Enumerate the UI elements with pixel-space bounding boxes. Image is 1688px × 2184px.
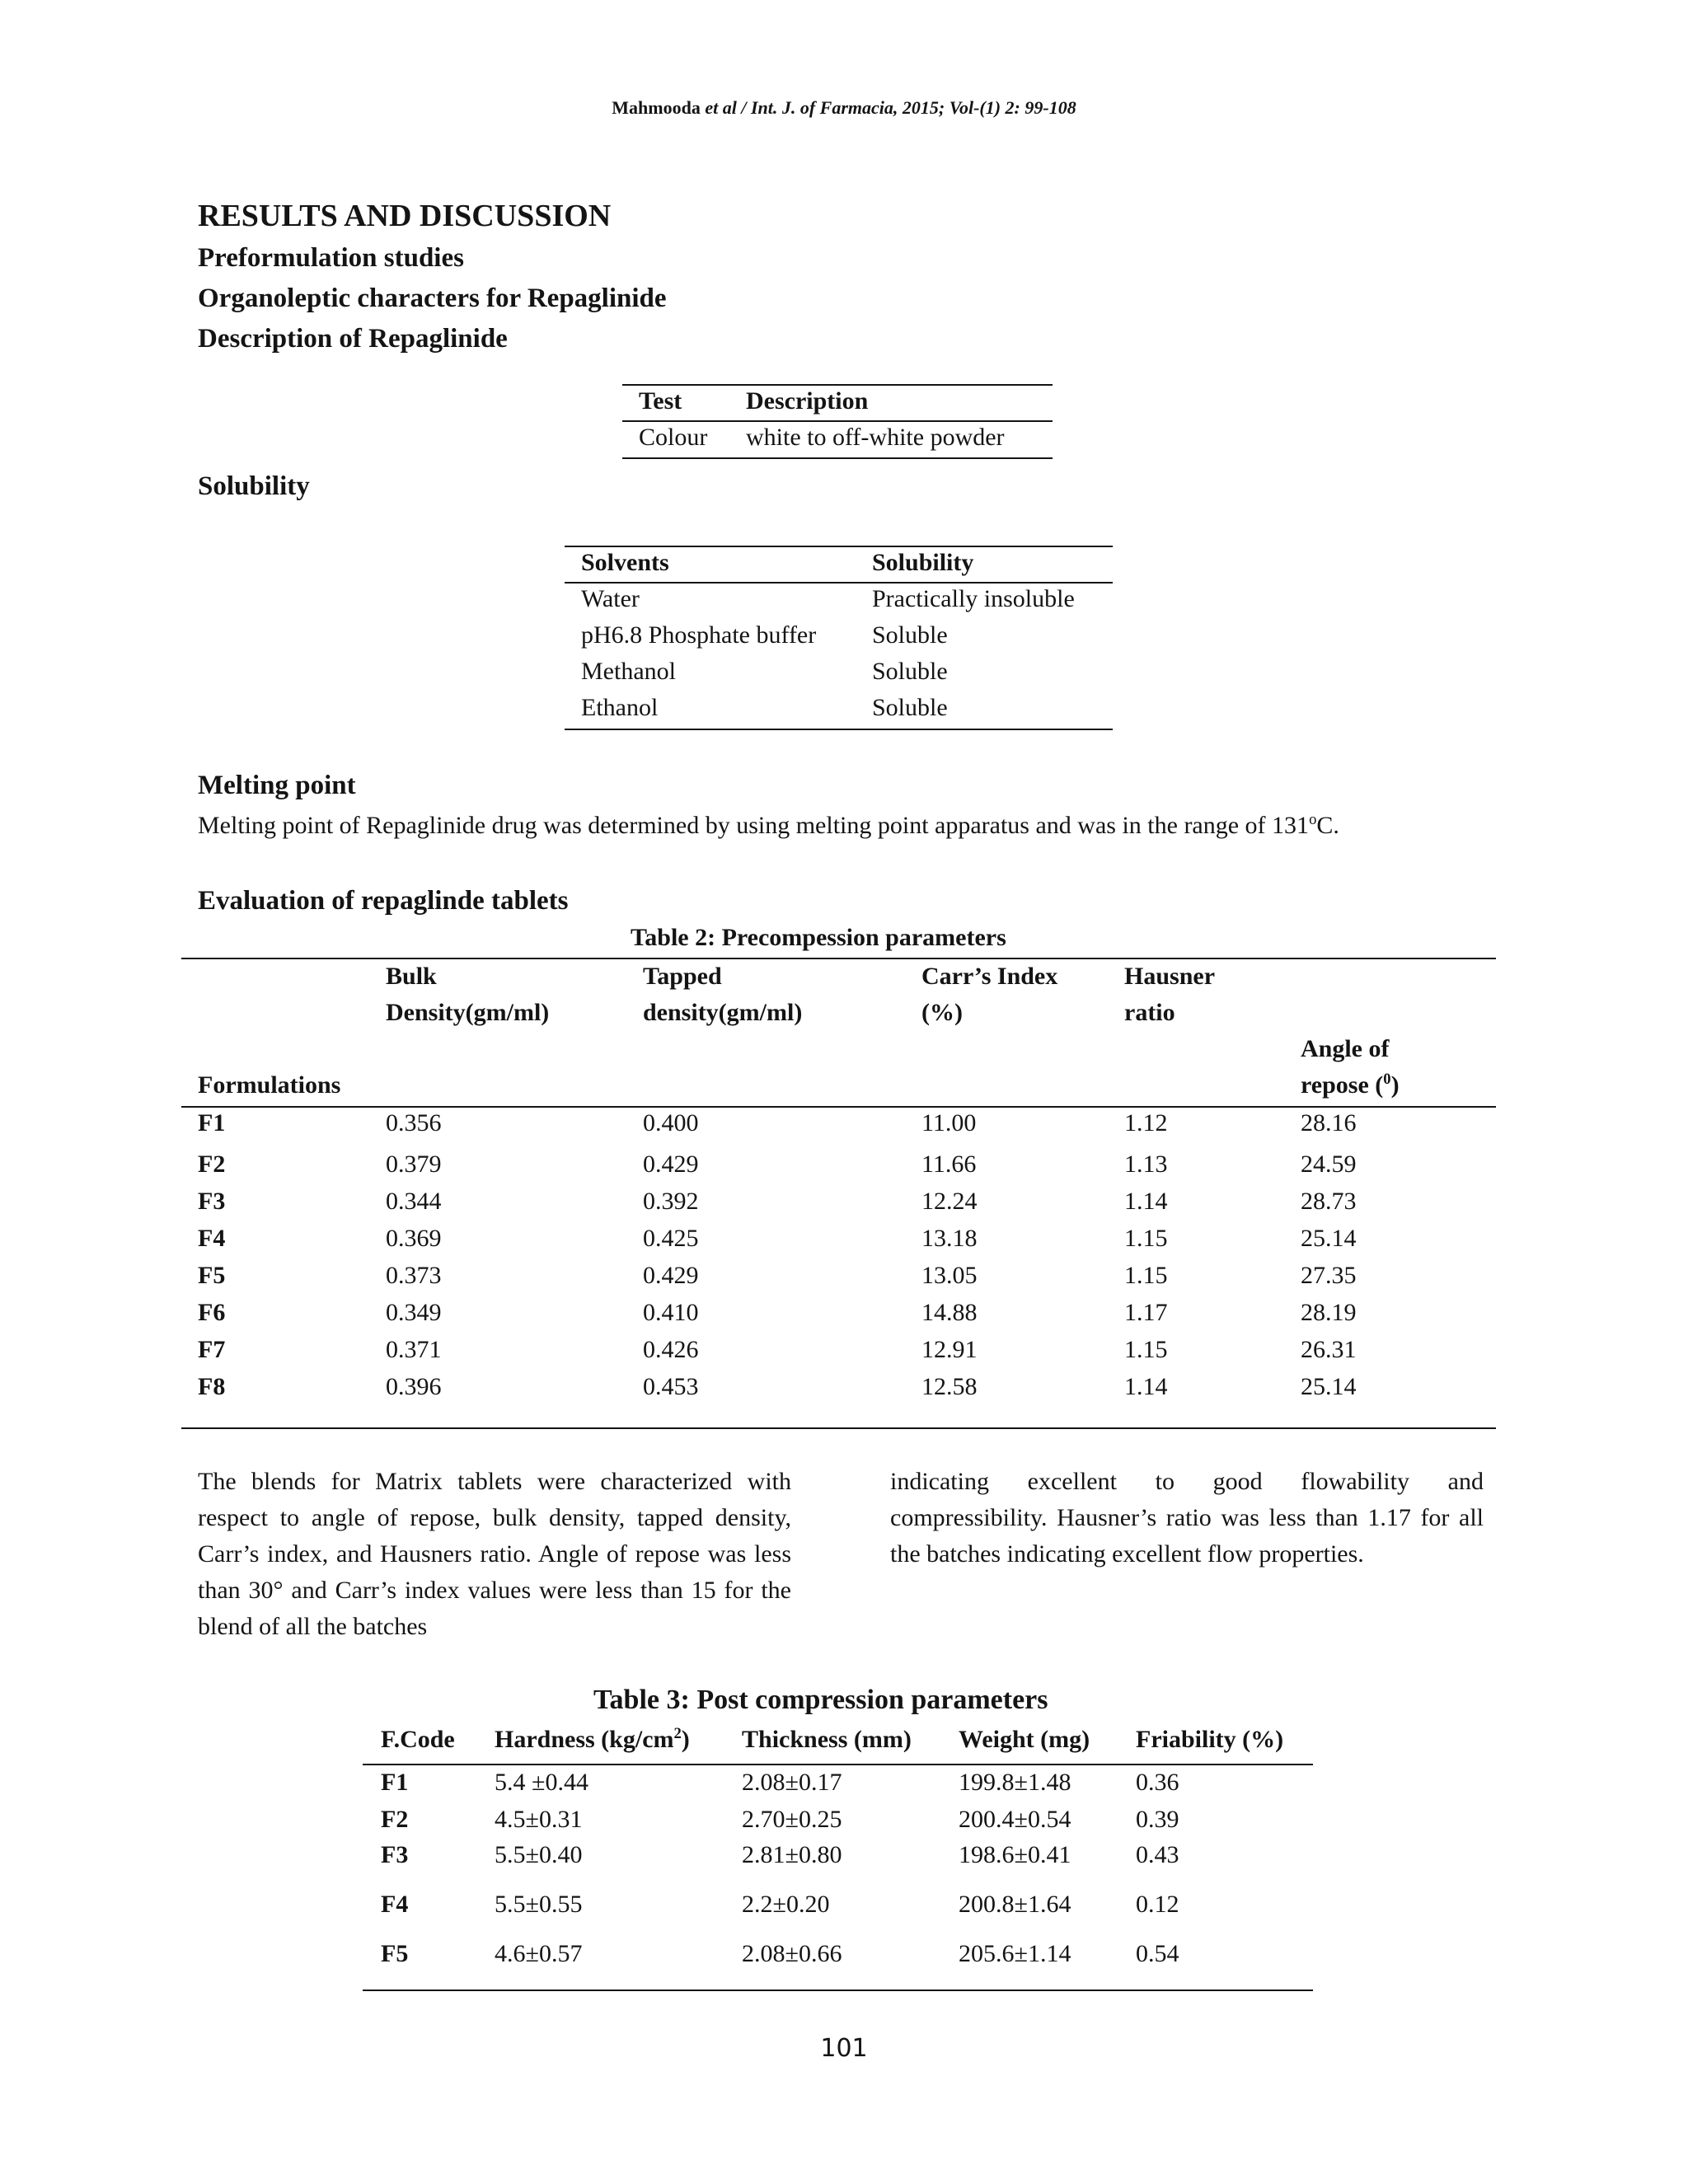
table-3-cell-weight: 199.8±1.48: [959, 1769, 1071, 1796]
table-rule: [622, 457, 1053, 459]
running-head: [0, 97, 1688, 119]
table-2-cell-hausner: 1.13: [1124, 1151, 1168, 1178]
table-2-cell-formulation: F4: [198, 1225, 226, 1252]
squared-superscript: 2: [673, 1725, 682, 1742]
running-head-journal: / Int. J. of Farmacia, 2015; Vol-(1) 2: 99-108: [741, 97, 1076, 118]
paragraph-right-column: indicating excellent to good flowability and compressibility. Hausner’s ratio was less than 1.17 for all the batches indicating excellent flow properties.: [890, 1468, 1484, 1568]
table-rule: [565, 729, 1113, 730]
table-rule: [181, 958, 1496, 959]
table-3-cell-weight: 200.4±0.54: [959, 1806, 1071, 1833]
table-2-header-tapped: Tapped: [643, 963, 722, 990]
table-2-cell-formulation: F5: [198, 1262, 226, 1289]
table-3-header-hardness-close: ): [681, 1726, 690, 1753]
table-3-cell-hardness: 5.5±0.55: [495, 1891, 583, 1918]
description-header-test: Test: [639, 387, 682, 415]
solubility-cell-solvent: Methanol: [581, 658, 676, 685]
table-2-cell-carr: 11.66: [921, 1151, 977, 1178]
solubility-header-solubility: Solubility: [872, 549, 974, 576]
degree-superscript: 0: [1383, 1071, 1391, 1088]
table-rule: [565, 582, 1113, 583]
running-head-author: Mahmooda: [612, 97, 701, 118]
table-2-cell-tapped: 0.426: [643, 1336, 699, 1363]
melting-point-unit: C.: [1316, 812, 1339, 839]
table-3-cell-thickness: 2.2±0.20: [742, 1891, 830, 1918]
table-3-cell-hardness: 4.6±0.57: [495, 1940, 583, 1967]
table-2-cell-bulk: 0.379: [386, 1151, 442, 1178]
table-2-cell-hausner: 1.15: [1124, 1336, 1168, 1363]
description-header-description: Description: [746, 387, 869, 415]
table-3-caption: Table 3: Post compression parameters: [593, 1685, 1048, 1715]
table-2-header-formulations: Formulations: [198, 1071, 341, 1099]
solubility-cell-solvent: Ethanol: [581, 694, 659, 721]
table-3-cell-friability: 0.43: [1136, 1841, 1179, 1868]
table-2-cell-hausner: 1.12: [1124, 1109, 1168, 1137]
table-3-cell-thickness: 2.70±0.25: [742, 1806, 842, 1833]
table-3-cell-code: F5: [381, 1940, 409, 1967]
table-2-header-carr-unit: (%): [921, 999, 963, 1026]
table-2-caption: Table 2: Precompession parameters: [631, 924, 1006, 951]
table-2-cell-carr: 14.88: [921, 1299, 978, 1326]
table-2-header-bulk: Bulk: [386, 963, 437, 990]
table-3-header-friability: Friability (%): [1136, 1726, 1284, 1753]
table-rule: [181, 1106, 1496, 1108]
table-2-cell-hausner: 1.17: [1124, 1299, 1168, 1326]
table-3-header-thickness: Thickness (mm): [742, 1726, 912, 1753]
paragraph-left-column: The blends for Matrix tablets were characterized with respect to angle of repose, bulk density, tapped density, Carr’s index, and Hausners ratio. Angle of repose was less than 30° and Carr’s index values were less than 15 for the blend of all the batches: [198, 1468, 791, 1640]
melting-point-sentence: Melting point of Repaglinide drug was determined by using melting point apparatus and was in the range of 131: [198, 812, 1310, 839]
table-2-cell-bulk: 0.369: [386, 1225, 442, 1252]
table-3-cell-hardness: 5.5±0.40: [495, 1841, 583, 1868]
table-2-header-bulk-unit: Density(gm/ml): [386, 999, 550, 1026]
table-2-cell-bulk: 0.373: [386, 1262, 442, 1289]
table-2-header-repose-label: repose (: [1301, 1071, 1384, 1099]
table-2-cell-hausner: 1.15: [1124, 1262, 1168, 1289]
table-2-cell-angle: 26.31: [1301, 1336, 1357, 1363]
table-2-cell-angle: 25.14: [1301, 1225, 1357, 1252]
solubility-cell-solvent: pH6.8 Phosphate buffer: [581, 621, 817, 649]
table-2-cell-tapped: 0.453: [643, 1373, 699, 1400]
table-2-cell-carr: 12.58: [921, 1373, 978, 1400]
table-3-cell-thickness: 2.81±0.80: [742, 1841, 842, 1868]
table-2-header-repose: [1301, 1071, 1400, 1099]
table-3-cell-hardness: 4.5±0.31: [495, 1806, 583, 1833]
table-2-cell-carr: 13.05: [921, 1262, 978, 1289]
table-3-cell-thickness: 2.08±0.17: [742, 1769, 842, 1796]
melting-point-text: [198, 808, 1339, 844]
table-2-cell-formulation: F6: [198, 1299, 226, 1326]
table-3-cell-friability: 0.12: [1136, 1891, 1179, 1918]
table-2-header-tapped-unit: density(gm/ml): [643, 999, 803, 1026]
table-3-cell-thickness: 2.08±0.66: [742, 1940, 842, 1967]
table-3-header-weight: Weight (mg): [959, 1726, 1090, 1753]
table-3-cell-weight: 198.6±0.41: [959, 1841, 1071, 1868]
subheading-preformulation: Preformulation studies: [198, 243, 464, 273]
solubility-cell-solubility: Practically insoluble: [872, 585, 1075, 612]
solubility-cell-solubility: Soluble: [872, 658, 948, 685]
running-head-etal: et al: [705, 97, 737, 118]
table-2-cell-formulation: F1: [198, 1109, 226, 1137]
table-2-cell-tapped: 0.400: [643, 1109, 699, 1137]
solubility-header-solvents: Solvents: [581, 549, 669, 576]
table-2-cell-angle: 25.14: [1301, 1373, 1357, 1400]
table-rule: [565, 546, 1113, 547]
table-2-cell-formulation: F8: [198, 1373, 226, 1400]
degree-symbol: o: [1309, 811, 1317, 828]
table-rule: [181, 1427, 1496, 1429]
subheading-evaluation: Evaluation of repaglinde tablets: [198, 886, 569, 916]
table-3-cell-friability: 0.36: [1136, 1769, 1179, 1796]
table-2-cell-bulk: 0.349: [386, 1299, 442, 1326]
table-3-cell-code: F3: [381, 1841, 409, 1868]
section-heading-results: RESULTS AND DISCUSSION: [198, 199, 612, 233]
table-2-cell-angle: 24.59: [1301, 1151, 1357, 1178]
table-3-header-code: F.Code: [381, 1726, 455, 1753]
table-2-cell-formulation: F3: [198, 1188, 226, 1215]
table-2-cell-bulk: 0.396: [386, 1373, 442, 1400]
table-rule: [622, 420, 1053, 422]
table-2-cell-angle: 28.19: [1301, 1299, 1357, 1326]
table-2-cell-tapped: 0.429: [643, 1151, 699, 1178]
table-3-header-hardness: [495, 1726, 690, 1754]
table-3-header-hardness-label: Hardness (kg/cm: [495, 1726, 674, 1753]
table-2-cell-carr: 13.18: [921, 1225, 978, 1252]
solubility-cell-solubility: Soluble: [872, 694, 948, 721]
table-2-cell-angle: 28.73: [1301, 1188, 1357, 1215]
table-3-cell-friability: 0.39: [1136, 1806, 1179, 1833]
table-2-cell-tapped: 0.392: [643, 1188, 699, 1215]
table-2-cell-carr: 11.00: [921, 1109, 977, 1137]
table-2-cell-bulk: 0.371: [386, 1336, 442, 1363]
solubility-cell-solubility: Soluble: [872, 621, 948, 649]
table-3-cell-weight: 200.8±1.64: [959, 1891, 1071, 1918]
table-2-header-hausner-ratio: ratio: [1124, 999, 1175, 1026]
table-2-cell-angle: 28.16: [1301, 1109, 1357, 1137]
table-2-header-carr: Carr’s Index: [921, 963, 1058, 990]
table-3-cell-code: F4: [381, 1891, 409, 1918]
table-3-cell-code: F2: [381, 1806, 409, 1833]
table-rule: [363, 1990, 1313, 1991]
table-2-cell-angle: 27.35: [1301, 1262, 1357, 1289]
table-2-cell-formulation: F7: [198, 1336, 226, 1363]
table-3-cell-code: F1: [381, 1769, 409, 1796]
table-2-cell-hausner: 1.14: [1124, 1188, 1168, 1215]
table-2-cell-bulk: 0.344: [386, 1188, 442, 1215]
table-2-cell-tapped: 0.410: [643, 1299, 699, 1326]
table-2-cell-tapped: 0.425: [643, 1225, 699, 1252]
page-number: 101: [820, 2034, 868, 2063]
description-cell-description: white to off-white powder: [746, 424, 1005, 451]
subheading-melting-point: Melting point: [198, 771, 356, 800]
table-3-cell-hardness: 5.4 ±0.44: [495, 1769, 588, 1796]
table-2-cell-formulation: F2: [198, 1151, 226, 1178]
table-2-cell-carr: 12.24: [921, 1188, 978, 1215]
table-3-cell-friability: 0.54: [1136, 1940, 1179, 1967]
table-2-cell-bulk: 0.356: [386, 1109, 442, 1137]
table-2-header-angle: Angle of: [1301, 1035, 1390, 1062]
table-2-cell-hausner: 1.15: [1124, 1225, 1168, 1252]
solubility-cell-solvent: Water: [581, 585, 640, 612]
table-3-cell-weight: 205.6±1.14: [959, 1940, 1071, 1967]
description-cell-test: Colour: [639, 424, 708, 451]
table-rule: [622, 384, 1053, 386]
subheading-organoleptic: Organoleptic characters for Repaglinide: [198, 284, 667, 313]
table-2-header-repose-close: ): [1390, 1071, 1400, 1099]
table-2-cell-hausner: 1.14: [1124, 1373, 1168, 1400]
table-2-header-hausner: Hausner: [1124, 963, 1216, 990]
subheading-description: Description of Repaglinide: [198, 324, 508, 354]
subheading-solubility: Solubility: [198, 471, 310, 501]
table-2-cell-tapped: 0.429: [643, 1262, 699, 1289]
table-2-cell-carr: 12.91: [921, 1336, 978, 1363]
table-rule: [363, 1764, 1313, 1765]
